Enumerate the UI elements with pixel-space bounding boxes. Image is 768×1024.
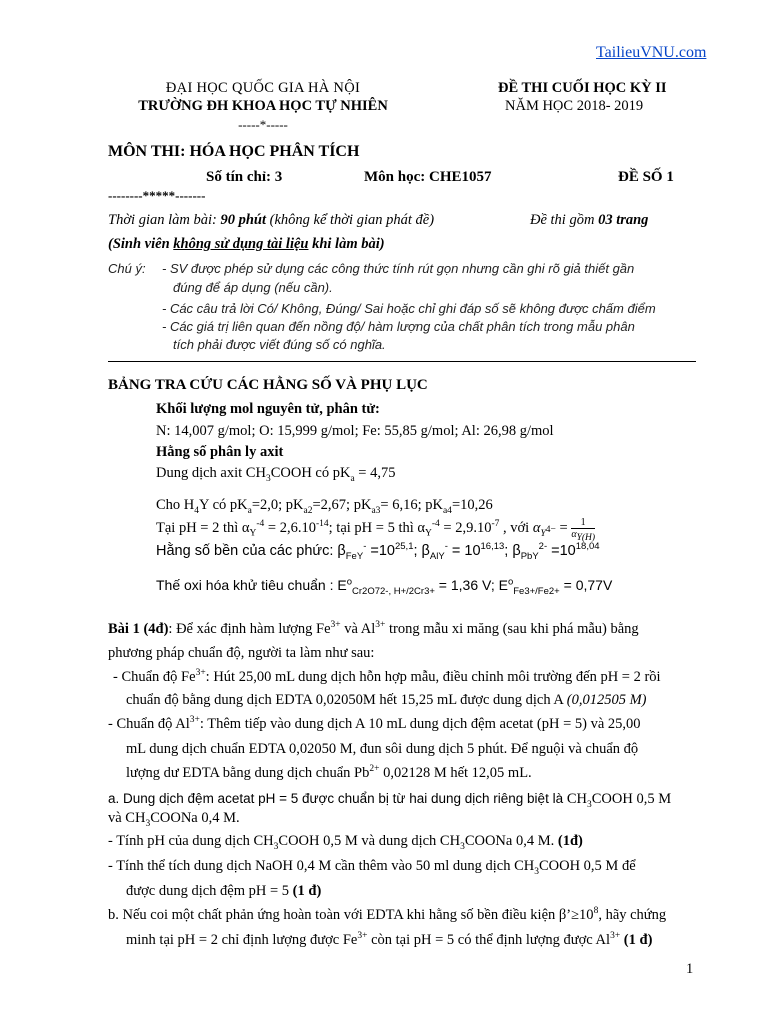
al-titration-a: - Chuẩn độ $Al^{3+}$: Thêm tiếp vào dung dịch A 10 mL dung dịch đệm acetat (pH = 5) và 25,00 (108, 715, 641, 732)
fe-titration-a: - Chuẩn độ $Fe^{3+}$: Hút 25,00 mL dung dịch hỗn hợp mẫu, điều chỉnh môi trường đến pH = 2 rồi (113, 668, 661, 685)
school-name: TRƯỜNG ĐH KHOA HỌC TỰ NHIÊN (138, 98, 388, 114)
note-3a: - Các giá trị liên quan đến nồng độ/ hàm lượng của chất phân tích trong mẫu phân (162, 319, 635, 334)
redox-line: Thế oxi hóa khử tiêu chuẩn : $E^o_{Cr2O72-, H+/2Cr3+} = 1,36$ V; $E^o_{Fe3+/Fe2+} = 0,77V$ (156, 576, 613, 597)
fe-titration-b: chuẩn độ bằng dung dịch EDTA 0,02050M hết 15,25 mL được dung dịch A (0,012505 M) (126, 692, 647, 708)
molar-values: N: 14,007 g/mol; O: 15,999 g/mol; Fe: 55,85 g/mol; Al: 26,98 g/mol (156, 423, 554, 439)
part-a-line2: và $CH_3COONa$ 0,4 M. (108, 810, 240, 829)
acetic-acid-pka: Dung dịch axit $CH_3COOH$ có $pK_a = 4,75$ (156, 465, 396, 484)
note-3b: tích phải được viết đúng số có nghĩa. (173, 337, 386, 352)
part-a-task2b: được dung dịch đệm pH = 5 (1 đ) (126, 883, 322, 899)
no-documents-note: (Sinh viên không sử dụng tài liệu khi làm bài) (108, 236, 385, 252)
section-divider (108, 361, 696, 362)
part-a-task2a: - Tính thể tích dung dịch NaOH 0,4 M cần thêm vào 50 ml dung dịch $CH_3COOH$ 0,5 M để (108, 858, 636, 877)
site-link[interactable]: TailieuVNU.com (596, 44, 707, 61)
note-2: - Các câu trả lời Có/ Không, Đúng/ Sai hoặc chỉ ghi đáp số sẽ không được chấm điểm (162, 301, 656, 316)
pka-title: Hằng số phân ly axit (156, 444, 284, 460)
problem1-intro-a: Bài 1 (4đ): Để xác định hàm lượng $Fe^{3+}$ và $Al^{3+}$ trong mẫu xi măng (sau khi phá mẫu) bằng (108, 620, 639, 637)
note-1b: đúng để áp dụng (nếu cần). (173, 280, 333, 295)
alpha-line: Tại pH = 2 thì $\alpha_Y^{-4} = 2,6.10^{-14}$; tại pH = 5 thì $\alpha_Y^{-4} = 2,9.10^{-7}$ , với $\alpha_{Y^{4-}}$ = $\frac{1}{\alpha_{Y(H)}}$ (156, 517, 596, 543)
note-label: Chú ý: (108, 261, 146, 276)
exam-title: ĐỀ THI CUỐI HỌC KỲ II (498, 80, 667, 96)
al-titration-c: lượng dư EDTA bằng dung dịch chuẩn $Pb^{2+}$ 0,02128 M hết 12,05 mL. (126, 764, 532, 781)
time-info: Thời gian làm bài: 90 phút (không kể thời gian phát đề) (108, 212, 435, 228)
constants-title: BẢNG TRA CỨU CÁC HẰNG SỐ VÀ PHỤ LỤC (108, 377, 428, 393)
header-divider: -----*----- (238, 117, 288, 132)
stability-line: Hằng số bền của các phức: $\beta_{FeY}^- =10^{25,1}$; $\beta_{AlY}^- = 10^{16,13}$; $\beta_{PbY}^{2-} =10^{18,04}$ (156, 541, 600, 562)
part-a-task1: - Tính pH của dung dịch $CH_3COOH$ 0,5 M và dung dịch $CH_3COONa$ 0,4 M. (1đ) (108, 833, 583, 852)
course-code: Môn học: CHE1057 (364, 169, 492, 185)
part-b-line2: minh tại pH = 2 chỉ định lượng được $Fe^{3+}$ còn tại pH = 5 có thể định lượng được $Al^{3+}$ (1 đ) (126, 931, 653, 948)
stars-divider: --------*****------- (108, 188, 206, 203)
pages-info: Đề thi gồm 03 trang (530, 212, 649, 228)
problem1-intro-b: phương pháp chuẩn độ, người ta làm như sau: (108, 645, 375, 661)
part-b-line1: b. Nếu coi một chất phản ứng hoàn toàn với EDTA khi hằng số bền điều kiện $\beta’\ge 10^8$, hãy chứng (108, 906, 667, 923)
school-year: NĂM HỌC 2018- 2019 (505, 98, 644, 114)
note-1a: - SV được phép sử dụng các công thức tính rút gọn nhưng cần ghi rõ giả thiết gần (162, 261, 635, 276)
part-a-line1: a. Dung dịch đệm acetat pH = 5 được chuẩn bị từ hai dung dịch riêng biệt là $CH_3COOH$ 0,5 M (108, 791, 672, 810)
al-titration-b: mL dung dịch chuẩn EDTA 0,02050 M, đun sôi dung dịch 5 phút. Để nguội và chuẩn độ (126, 741, 639, 757)
page-number: 1 (686, 961, 694, 977)
subject-label: MÔN THI: HÓA HỌC PHÂN TÍCH (108, 143, 360, 160)
university-name: ĐẠI HỌC QUỐC GIA HÀ NỘI (165, 80, 361, 96)
h4y-pka-line: Cho $H_4Y$ có $pK_a=2,0$; $pK_{a2}=2,67$; $pK_{a3}= 6,16$; $pK_{a4}=10,26$ (156, 497, 493, 516)
paper-number: ĐỀ SỐ 1 (618, 169, 674, 185)
molar-title: Khối lượng mol nguyên tử, phân tử: (156, 401, 380, 417)
credits: Số tín chỉ: 3 (206, 169, 283, 185)
